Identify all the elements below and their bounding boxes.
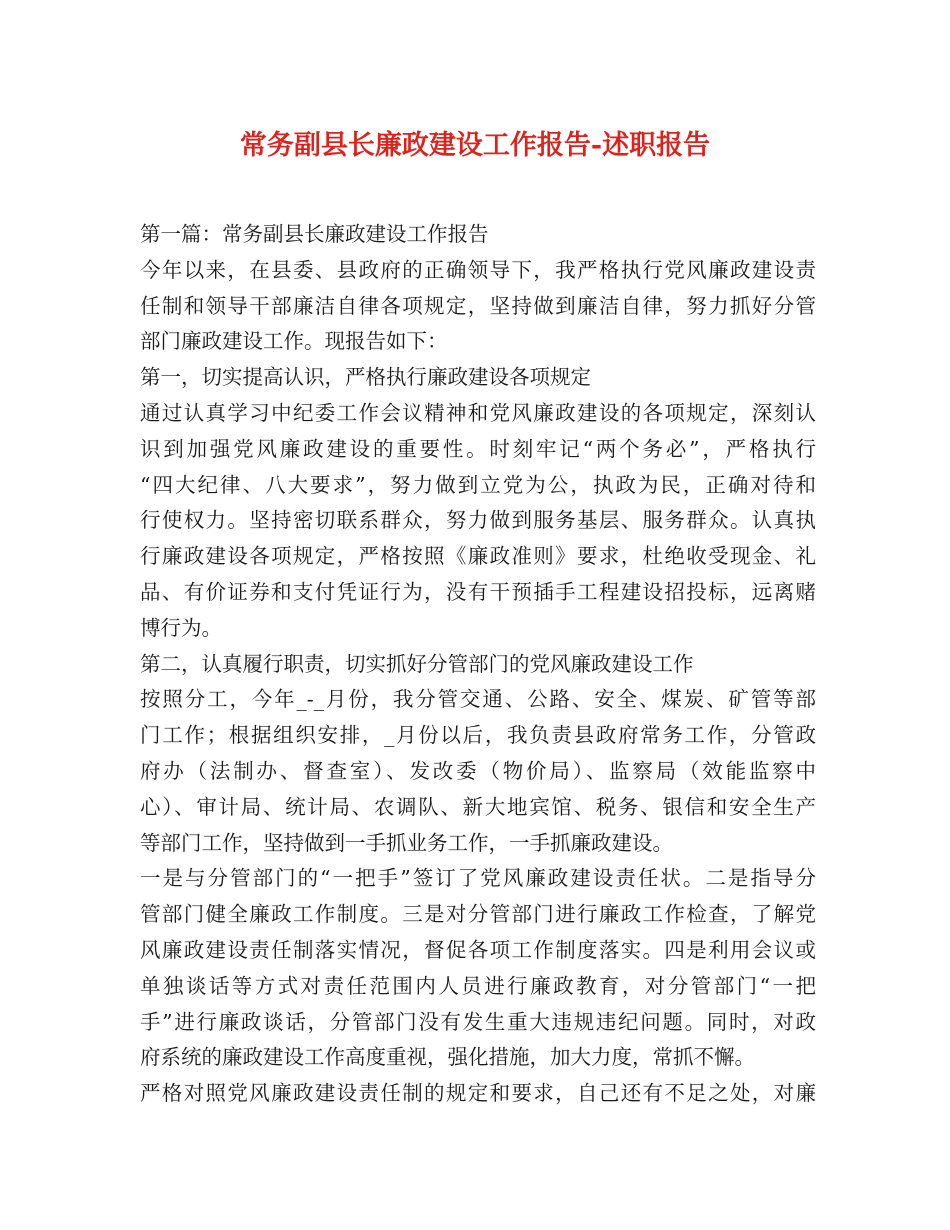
body-line: 通过认真学习中纪委工作会议精神和党风廉政建设的各项规定，深刻认 (140, 400, 816, 425)
body-line: 心）、审计局、统计局、农调队、新大地宾馆、税务、银信和安全生产 (140, 794, 816, 819)
body-line: 风廉政建设责任制落实情况，督促各项工作制度落实。四是利用会议或 (140, 937, 816, 962)
body-line: 第二，认真履行职责，切实抓好分管部门的党风廉政建设工作 (140, 651, 694, 676)
body-line: 等部门工作，坚持做到一手抓业务工作，一手抓廉政建设。 (140, 830, 673, 855)
body-line: 行廉政建设各项规定，严格按照《廉政准则》要求，杜绝收受现金、礼 (140, 544, 816, 569)
body-line: 部门廉政建设工作。现报告如下： (140, 329, 448, 354)
body-line: 一是与分管部门的“一把手”签订了党风廉政建设责任状。二是指导分 (140, 866, 816, 891)
document-title: 常务副县长廉政建设工作报告-述职报告 (239, 130, 711, 161)
body-line: 品、有价证券和支付凭证行为，没有干预插手工程建设招投标，远离赌 (140, 579, 816, 604)
body-line: 博行为。 (140, 615, 222, 640)
body-line: 严格对照党风廉政建设责任制的规定和要求，自己还有不足之处，对廉 (140, 1081, 816, 1106)
body-line: 今年以来，在县委、县政府的正确领导下，我严格执行党风廉政建设责 (140, 257, 816, 282)
body-line: 任制和领导干部廉洁自律各项规定，坚持做到廉洁自律，努力抓好分管 (140, 293, 816, 318)
body-line: 管部门健全廉政工作制度。三是对分管部门进行廉政工作检查，了解党 (140, 902, 816, 927)
body-line: 第一篇：常务副县长廉政建设工作报告 (140, 222, 489, 246)
body-line: 识到加强党风廉政建设的重要性。时刻牢记“两个务必”，严格执行 (140, 436, 816, 461)
body-line: 府办（法制办、督查室）、发改委（物价局）、监察局（效能监察中 (140, 758, 816, 783)
body-line: 单独谈话等方式对责任范围内人员进行廉政教育，对分管部门“一把 (140, 973, 816, 998)
body-line: 门工作；根据组织安排，_月份以后，我负责县政府常务工作，分管政 (140, 723, 816, 748)
document-body (140, 217, 816, 1112)
body-line: 府系统的廉政建设工作高度重视，强化措施，加大力度，常抓不懈。 (140, 1045, 755, 1070)
body-line: 手”进行廉政谈话，分管部门没有发生重大违规违纪问题。同时，对政 (140, 1009, 816, 1034)
body-line: “四大纪律、八大要求”，努力做到立党为公，执政为民，正确对待和 (140, 472, 816, 497)
body-line: 第一，切实提高认识，严格执行廉政建设各项规定 (140, 365, 591, 390)
body-line: 行使权力。坚持密切联系群众，努力做到服务基层、服务群众。认真执 (140, 508, 816, 533)
body-line: 按照分工，今年_-_月份，我分管交通、公路、安全、煤炭、矿管等部 (140, 687, 816, 712)
